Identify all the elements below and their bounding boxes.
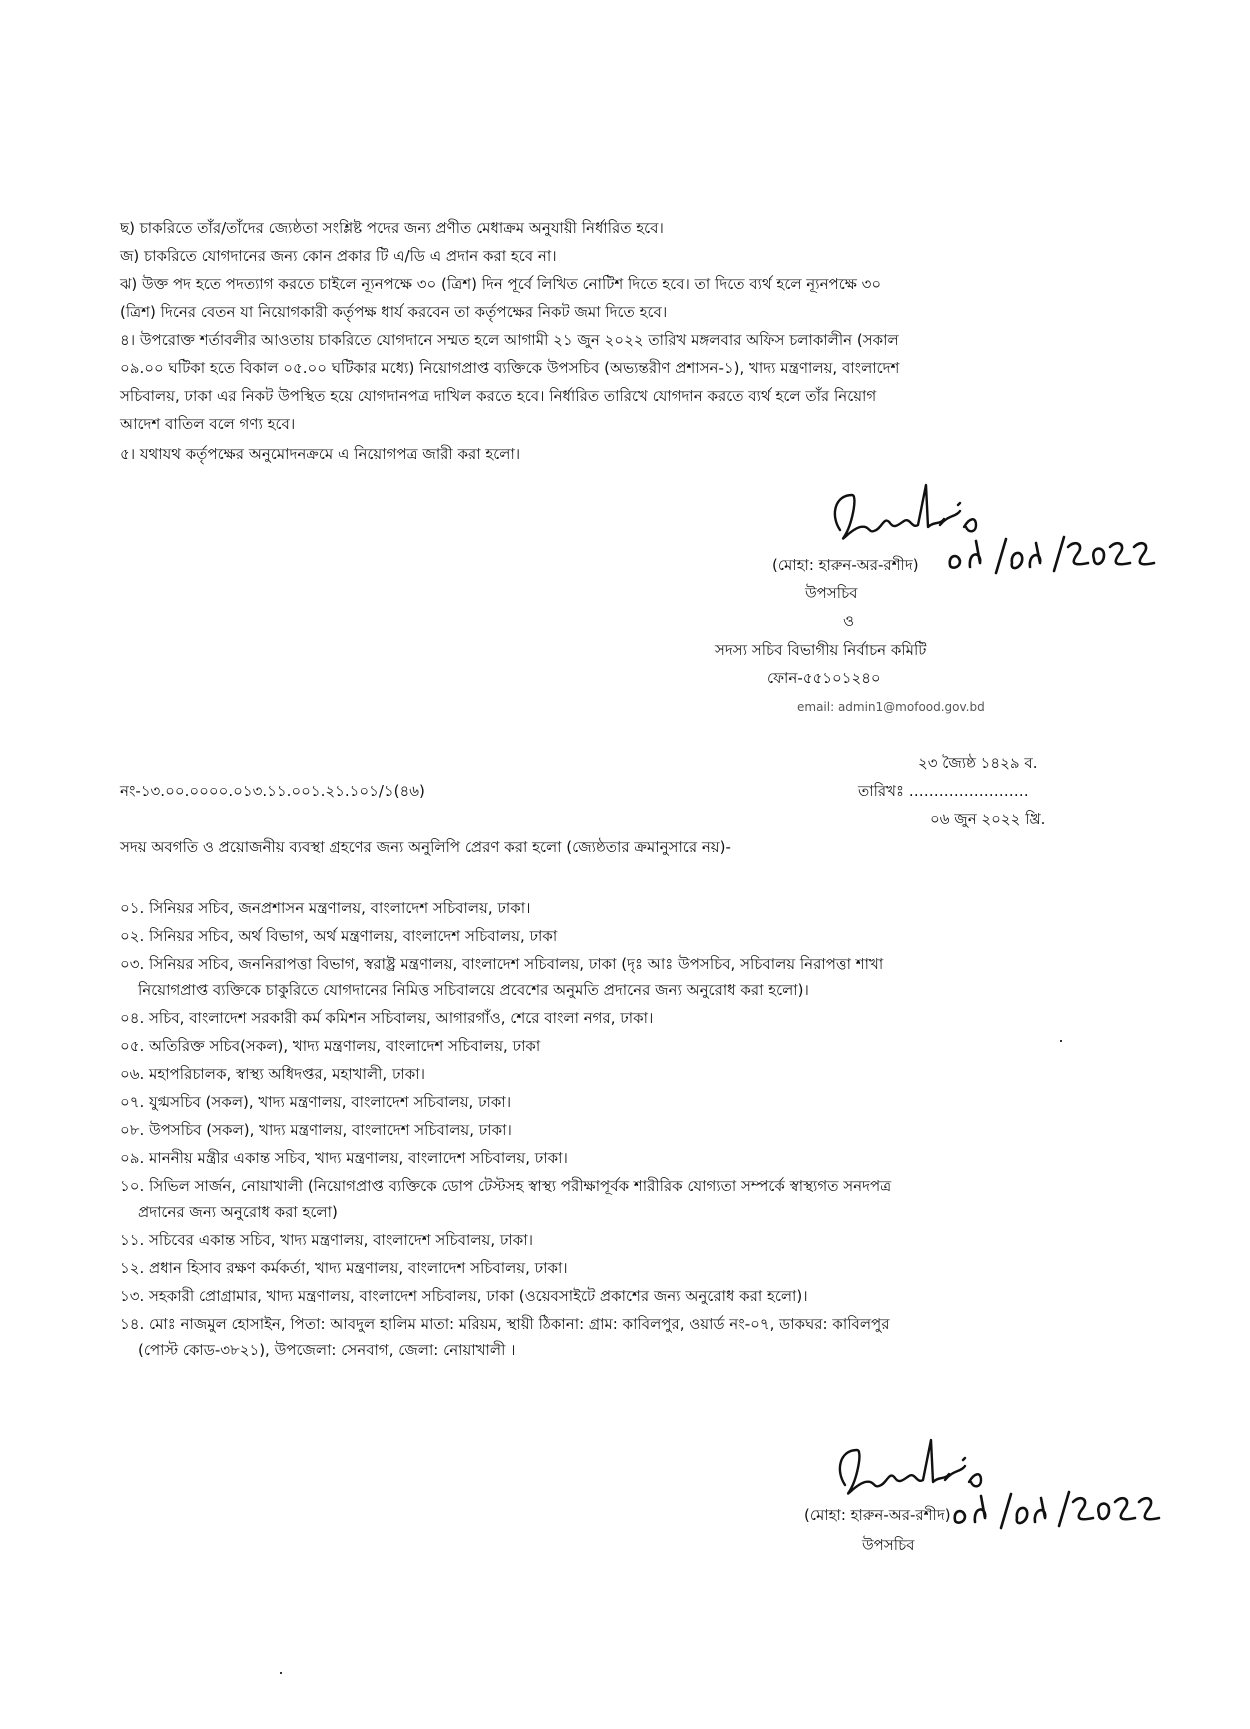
para4-line2: ০৯.০০ ঘটিকা হতে বিকাল ০৫.০০ ঘটিকার মধ্যে) নিয়োগপ্রাপ্ত ব্যক্তিকে উপসচিব (অভ্যন্তরীণ প্রশাসন-১), খাদ্য মন্ত্রণালয়, বাংলাদেশ — [120, 359, 900, 377]
date-label: তারিখঃ …………………… — [858, 782, 1029, 800]
bangla-date: ২৩ জ্যৈষ্ঠ ১৪২৯ ব. — [918, 754, 1038, 772]
recipient-item: ০৭. যুগ্মসচিব (সকল), খাদ্য মন্ত্রণালয়, বাংলাদেশ সচিবালয়, ঢাকা। — [120, 1093, 512, 1111]
para4-line4: আদেশ বাতিল বলে গণ্য হবে। — [120, 415, 296, 433]
para4-line3: সচিবালয়, ঢাকা এর নিকট উপস্থিত হয়ে যোগদানপত্র দাখিল করতে হবে। নির্ধারিত তারিখে যোগদান করতে ব্যর্থ হলে তাঁর নিয়োগ — [120, 387, 877, 405]
condition-ja: জ) চাকরিতে যোগদানের জন্য কোন প্রকার টি এ/ডি এ প্রদান করা হবে না। — [120, 247, 557, 265]
recipient-item: ০২. সিনিয়র সচিব, অর্থ বিভাগ, অর্থ মন্ত্রণালয়, বাংলাদেশ সচিবালয়, ঢাকা — [120, 927, 558, 945]
recipient-item: ০৬. মহাপরিচালক, স্বাস্থ্য অধিদপ্তর, মহাখালী, ঢাকা। — [120, 1065, 425, 1083]
recipient-item: ০৪. সচিব, বাংলাদেশ সরকারী কর্ম কমিশন সচিবালয়, আগারগাঁও, শেরে বাংলা নগর, ঢাকা। — [120, 1009, 654, 1027]
recipient-item-continuation: প্রদানের জন্য অনুরোধ করা হলো) — [138, 1203, 338, 1221]
para4-line1: ৪। উপরোক্ত শর্তাবলীর আওতায় চাকরিতে যোগদানে সম্মত হলে আগামী ২১ জুন ২০২২ তারিখ মঙ্গলবার অফিস চলাকালীন (সকাল — [120, 331, 899, 349]
recipient-item: ১১. সচিবের একান্ত সচিব, খাদ্য মন্ত্রণালয়, বাংলাদেশ সচিবালয়, ঢাকা। — [120, 1231, 533, 1249]
recipient-item-continuation: নিয়োগপ্রাপ্ত ব্যক্তিকে চাকুরিতে যোগদানের নিমিত্ত সচিবালয়ে প্রবেশের অনুমতি প্রদানের জন্য অনুরোধ করা হলো)। — [138, 981, 809, 999]
recipient-item: ১০. সিভিল সার্জন, নোয়াখালী (নিয়োগপ্রাপ্ত ব্যক্তিকে ডোপ টেস্টসহ স্বাস্থ্য পরীক্ষাপূর্বক শারীরিক যোগ্যতা সম্পর্কে স্বাস্থ্যগত সনদপত্র — [120, 1177, 892, 1195]
scan-speck — [280, 1672, 282, 1674]
signature-1-title: উপসচিব — [805, 584, 858, 602]
recipient-item-continuation: (পোস্ট কোড-৩৮২১), উপজেলা: সেনবাগ, জেলা: নোয়াখালী । — [138, 1341, 516, 1359]
scan-speck — [1060, 1040, 1062, 1042]
memo-number: নং-১৩.০০.০০০০.০১৩.১১.০০১.২১.১০১/১(৪৬) — [120, 782, 425, 800]
recipient-item: ০৫. অতিরিক্ত সচিব(সকল), খাদ্য মন্ত্রণালয়, বাংলাদেশ সচিবালয়, ঢাকা — [120, 1037, 541, 1055]
signature-1-email: email: admin1@mofood.gov.bd — [797, 700, 985, 714]
recipient-item: ০১. সিনিয়র সচিব, জনপ্রশাসন মন্ত্রণালয়, বাংলাদেশ সচিবালয়, ঢাকা। — [120, 899, 531, 917]
signature-1-committee: সদস্য সচিব বিভাগীয় নির্বাচন কমিটি — [715, 641, 927, 659]
signature-2-title: উপসচিব — [862, 1536, 915, 1554]
recipient-item: ০৯. মাননীয় মন্ত্রীর একান্ত সচিব, খাদ্য মন্ত্রণালয়, বাংলাদেশ সচিবালয়, ঢাকা। — [120, 1149, 568, 1167]
recipient-item: ১২. প্রধান হিসাব রক্ষণ কর্মকর্তা, খাদ্য মন্ত্রণালয়, বাংলাদেশ সচিবালয়, ঢাকা। — [120, 1259, 568, 1277]
copy-intro: সদয় অবগতি ও প্রয়োজনীয় ব্যবস্থা গ্রহণের জন্য অনুলিপি প্রেরণ করা হলো (জ্যেষ্ঠতার ক্রমানুসারে নয়)- — [120, 838, 731, 856]
recipient-item: ১৪. মোঃ নাজমুল হোসাইন, পিতা: আবদুল হালিম মাতা: মরিয়ম, স্থায়ী ঠিকানা: গ্রাম: কাবিলপুর, ওয়ার্ড নং-০৭, ডাকঘর: কাবিলপুর — [120, 1315, 890, 1333]
para5: ৫। যথাযথ কর্তৃপক্ষের অনুমোদনক্রমে এ নিয়োগপত্র জারী করা হলো। — [120, 445, 521, 463]
gregorian-date: ০৬ জুন ২০২২ খ্রি. — [930, 810, 1046, 828]
condition-jha-line1: ঝ) উক্ত পদ হতে পদত্যাগ করতে চাইলে ন্যূনপক্ষে ৩০ (ত্রিশ) দিন পূর্বে লিখিত নোটিশ দিতে হবে। তা দিতে ব্যর্থ হলে ন্যূনপক্ষে ৩০ — [120, 275, 882, 293]
recipient-item: ০৩. সিনিয়র সচিব, জননিরাপত্তা বিভাগ, স্বরাষ্ট্র মন্ত্রণালয়, বাংলাদেশ সচিবালয়, ঢাকা (দৃঃ আঃ উপসচিব, সচিবালয় নিরাপত্তা শাখা — [120, 955, 884, 973]
signature-1-conj: ও — [843, 612, 855, 630]
condition-jha-line2: (ত্রিশ) দিনের বেতন যা নিয়োগকারী কর্তৃপক্ষ ধার্য করবেন তা কর্তৃপক্ষের নিকট জমা দিতে হবে। — [120, 303, 668, 321]
signature-1-phone: ফোন-৫৫১০১২৪০ — [767, 669, 881, 687]
condition-cha: ছ) চাকরিতে তাঁর/তাঁদের জ্যেষ্ঠতা সংশ্লিষ্ট পদের জন্য প্রণীত মেধাক্রম অনুযায়ী নির্ধারিত হবে। — [120, 219, 664, 237]
signature-2-name: (মোহা: হারুন-অর-রশীদ) — [804, 1506, 951, 1524]
recipient-item: ১৩. সহকারী প্রোগ্রামার, খাদ্য মন্ত্রণালয়, বাংলাদেশ সচিবালয়, ঢাকা (ওয়েবসাইটে প্রকাশের জন্য অনুরোধ করা হলো)। — [120, 1287, 808, 1305]
recipient-item: ০৮. উপসচিব (সকল), খাদ্য মন্ত্রণালয়, বাংলাদেশ সচিবালয়, ঢাকা। — [120, 1121, 512, 1139]
signature-1-name: (মোহা: হারুন-অর-রশীদ) — [772, 556, 919, 574]
